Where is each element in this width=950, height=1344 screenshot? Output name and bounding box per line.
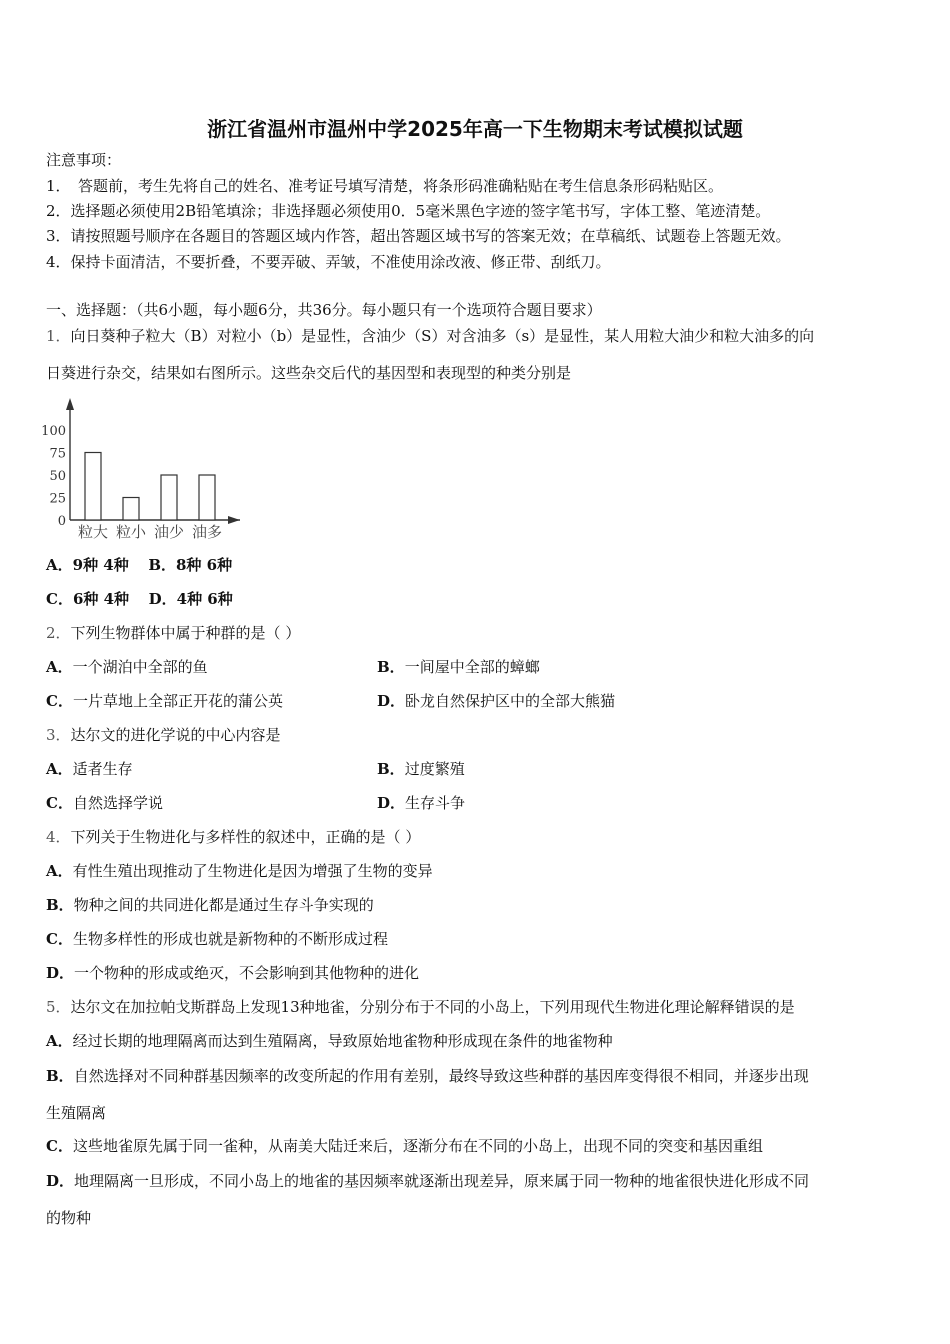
chart-bars	[85, 453, 215, 521]
question-number: 5．	[46, 998, 71, 1016]
option-c[interactable]	[46, 590, 129, 608]
option-letter: A．	[46, 658, 73, 676]
option-letter: B．	[46, 1067, 74, 1085]
bar-3	[161, 475, 177, 520]
option-letter: C．	[46, 1137, 73, 1155]
option-text: 卧龙自然保护区中的全部大熊猫	[405, 692, 616, 710]
option-text: 经过长期的地理隔离而达到生殖隔离，导致原始地雀物种形成现在条件的地雀物种	[72, 1032, 613, 1050]
option-letter: C．	[46, 930, 73, 948]
question-3	[46, 725, 281, 745]
option-text: 过度繁殖	[404, 760, 465, 778]
question-5	[46, 997, 795, 1017]
question-1-options-ab	[46, 555, 232, 575]
note-item: 2．选择题必须使用2B铅笔填涂；非选择题必须使用0．5毫米黑色字迹的签字笔书写，字体工整、笔迹清楚。	[46, 202, 771, 220]
question-text: 下列生物群体中属于种群的是（ ）	[70, 624, 301, 642]
question-text: 达尔文的进化学说的中心内容是	[70, 726, 281, 744]
y-tick-label: 100	[41, 424, 66, 439]
option-text: 有性生殖出现推动了生物进化是因为增强了生物的变异	[72, 862, 433, 880]
option-text: 9种 4种	[72, 556, 129, 574]
option-c[interactable]	[46, 691, 283, 711]
option-a[interactable]	[46, 657, 208, 677]
option-letter: D．	[148, 590, 177, 608]
option-text: 地理隔离一旦形成，不同小岛上的地雀的基因频率就逐渐出现差异，原来属于同一物种的地雀很快进化形成不同	[74, 1172, 810, 1190]
note-item: 4．保持卡面清洁，不要折叠，不要弄破、弄皱，不准使用涂改液、修正带、刮纸刀。	[46, 253, 611, 271]
chart-x-labels	[78, 523, 222, 541]
question-1-line2: 日葵进行杂交，结果如右图所示。这些杂交后代的基因型和表现型的种类分别是	[46, 364, 572, 382]
option-letter: B．	[46, 896, 74, 914]
question-number: 4．	[46, 828, 71, 846]
option-text: 一个物种的形成或绝灭，不会影响到其他物种的进化	[74, 964, 420, 982]
option-b[interactable]	[377, 657, 540, 677]
question-number: 3．	[46, 726, 71, 744]
option-letter: B．	[377, 658, 405, 676]
option-letter: C．	[46, 590, 73, 608]
option-c[interactable]	[46, 793, 163, 813]
question-text: 下列关于生物进化与多样性的叙述中，正确的是（ ）	[70, 828, 421, 846]
question-1-options-cd	[46, 589, 233, 609]
x-axis-arrow	[228, 516, 240, 524]
option-letter: C．	[46, 692, 73, 710]
option-letter: C．	[46, 794, 73, 812]
y-tick-label: 75	[49, 446, 66, 462]
option-b-continued: 生殖隔离	[46, 1104, 107, 1122]
section-heading: 一、选择题：（共6小题，每小题6分，共36分。每小题只有一个选项符合题目要求）	[46, 301, 602, 319]
option-text: 这些地雀原先属于同一雀种，从南美大陆迁来后，逐渐分布在不同的小岛上，出现不同的突变和基因重组	[72, 1137, 763, 1155]
option-text: 4种 6种	[176, 590, 233, 608]
option-d-continued: 的物种	[46, 1209, 92, 1227]
page-title: 浙江省温州市温州中学2025年高一下生物期末考试模拟试题	[207, 117, 743, 141]
option-text: 自然选择对不同种群基因频率的改变所起的作用有差别，最终导致这些种群的基因库变得很不相同，并逐步出现	[73, 1067, 809, 1085]
option-d[interactable]	[46, 963, 419, 983]
bar-1	[85, 453, 101, 521]
option-text: 生物多样性的形成也就是新物种的不断形成过程	[72, 930, 388, 948]
option-letter: B．	[377, 760, 405, 778]
bar-4	[199, 475, 215, 520]
y-tick-label: 0	[57, 514, 66, 529]
option-text: 一片草地上全部正开花的蒲公英	[72, 692, 283, 710]
notes-heading: 注意事项：	[46, 151, 122, 169]
option-letter: A．	[46, 556, 73, 574]
option-letter: D．	[46, 1172, 75, 1190]
option-c[interactable]	[46, 1136, 763, 1156]
x-tick-label: 粒小	[115, 523, 147, 541]
option-letter: D．	[377, 794, 406, 812]
question-text: 达尔文在加拉帕戈斯群岛上发现13种地雀，分别分布于不同的小岛上，下列用现代生物进化理论解释错误的是	[70, 998, 795, 1016]
option-d[interactable]	[377, 691, 615, 711]
option-b[interactable]	[46, 895, 374, 915]
bar-chart	[30, 390, 250, 550]
question-2	[46, 623, 300, 643]
option-a[interactable]	[46, 556, 129, 574]
option-b[interactable]	[148, 556, 232, 574]
option-text: 6种 4种	[72, 590, 130, 608]
option-letter: B．	[148, 556, 176, 574]
question-number: 1．	[46, 327, 71, 345]
option-text: 物种之间的共同进化都是通过生存斗争实现的	[73, 896, 374, 914]
x-tick-label: 粒大	[77, 523, 109, 541]
x-tick-label: 油多	[191, 523, 223, 541]
option-text: 适者生存	[72, 760, 133, 778]
chart-y-ticks	[41, 424, 66, 529]
question-number: 2．	[46, 624, 71, 642]
y-tick-label: 25	[49, 491, 66, 507]
option-d[interactable]	[46, 1171, 809, 1191]
option-text: 一个湖泊中全部的鱼	[72, 658, 208, 676]
option-d[interactable]	[377, 793, 465, 813]
y-axis-arrow	[66, 398, 74, 410]
option-b[interactable]	[46, 1066, 809, 1086]
option-letter: A．	[46, 760, 73, 778]
bar-2	[123, 498, 139, 521]
y-tick-label: 50	[49, 469, 66, 484]
option-d[interactable]	[149, 590, 233, 608]
question-1-line1	[46, 326, 814, 346]
note-item: 1． 答题前，考生先将自己的姓名、准考证号填写清楚，将条形码准确粘贴在考生信息条形码粘贴区。	[46, 177, 724, 195]
option-a[interactable]	[46, 759, 133, 779]
option-text: 生存斗争	[405, 794, 466, 812]
note-item: 3．请按照题号顺序在各题目的答题区域内作答，超出答题区域书写的答案无效；在草稿纸、试题卷上答题无效。	[46, 227, 791, 245]
option-letter: D．	[377, 692, 406, 710]
x-tick-label: 油少	[153, 523, 185, 541]
option-letter: A．	[46, 862, 73, 880]
option-letter: A．	[46, 1032, 73, 1050]
option-text: 8种 6种	[176, 556, 233, 574]
option-b[interactable]	[377, 759, 465, 779]
option-a[interactable]	[46, 1031, 613, 1051]
option-a[interactable]	[46, 861, 433, 881]
question-4	[46, 827, 420, 847]
option-text: 自然选择学说	[72, 794, 163, 812]
option-c[interactable]	[46, 929, 388, 949]
option-letter: D．	[46, 964, 75, 982]
question-text: 向日葵种子粒大（B）对粒小（b）是显性，含油少（S）对含油多（s）是显性，某人用粒大油少和粒大油多的向	[70, 327, 815, 345]
option-text: 一间屋中全部的蟑螂	[404, 658, 540, 676]
